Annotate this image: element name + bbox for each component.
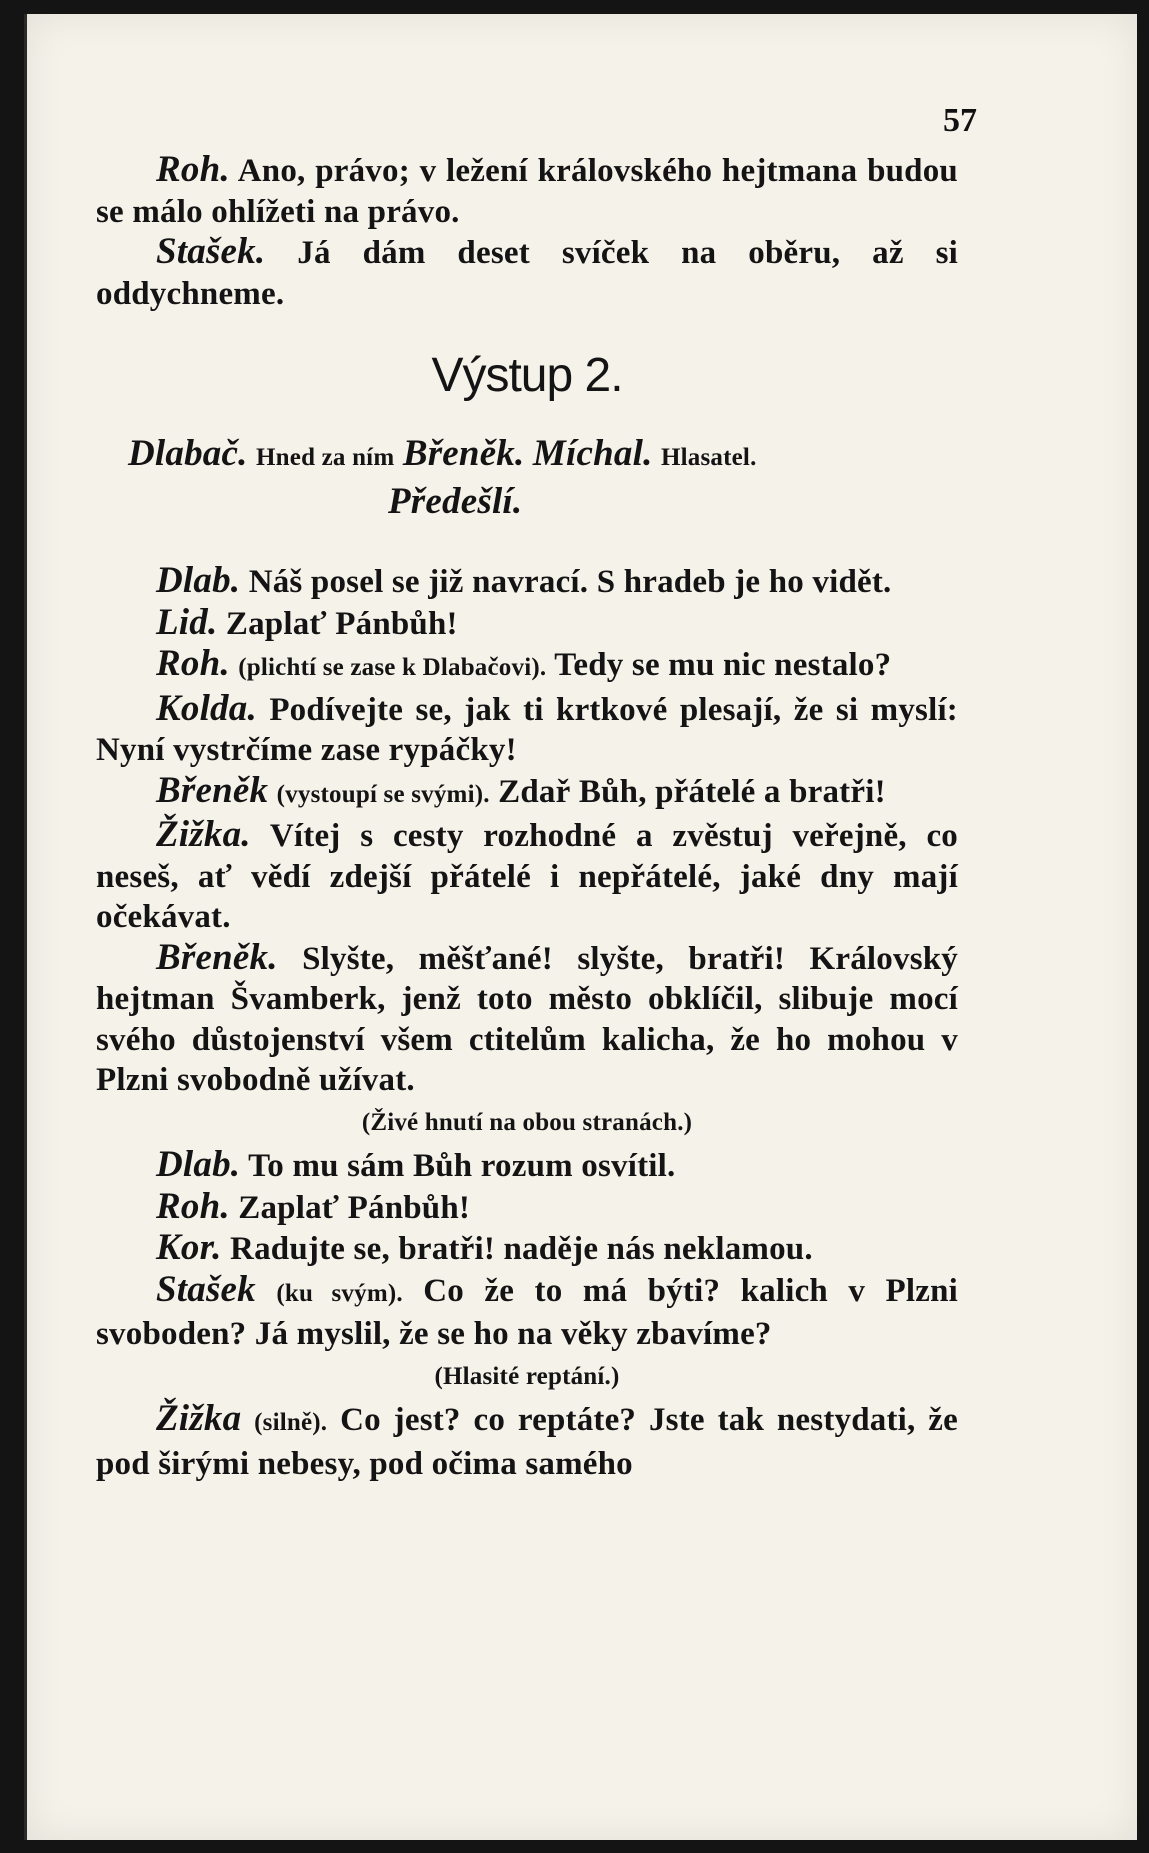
- cast-brenek: Břeněk.: [402, 433, 525, 474]
- speaker-name: Stašek: [156, 1268, 256, 1310]
- cast-list: [96, 432, 958, 480]
- speech-line: [96, 561, 958, 603]
- stage-direction-line: (Živé hnutí na obou stranách.): [361, 1108, 693, 1136]
- speech-line: [96, 1399, 958, 1484]
- speaker-name: Lid.: [156, 601, 218, 643]
- cast-dlabac: Dlabač.: [128, 433, 248, 474]
- speech-line: [96, 644, 958, 689]
- speech-line: [96, 1270, 958, 1355]
- speech-text: Náš posel se již navrací. S hradeb je ho vidět.: [248, 564, 892, 600]
- speech-text: Co jest? co reptáte? Jste tak nestydati, že pod širými nebesy, pod očima samého: [96, 1402, 958, 1482]
- speech-text: Zdař Bůh, přátelé a bratři!: [498, 773, 886, 810]
- stage-direction-line: (Hlasité reptání.): [434, 1362, 620, 1390]
- speech-text: To mu sám Bůh rozum osvítil.: [248, 1148, 676, 1184]
- speech-text: Vítej s cesty rozhodné a zvěstuj veřejně, co neseš, ať vědí zdejší přátelé i nepřátelé, jaké dny mají očekávat.: [96, 818, 959, 935]
- cast-hlasatel: Hlasatel.: [660, 444, 757, 471]
- speech-text: Zaplať Pánbůh!: [238, 1189, 471, 1226]
- speaker-name: Žižka: [156, 1398, 242, 1439]
- speech-text: Já dám deset svíček na oběru, až si oddychneme.: [96, 235, 958, 312]
- speaker-name: Dlab.: [156, 1144, 241, 1185]
- speech-stasek-1: [96, 232, 958, 314]
- speaker-name: Roh.: [156, 1185, 230, 1227]
- speaker-name: Roh.: [156, 643, 230, 684]
- speech-line: [96, 1187, 958, 1229]
- speech-line: [96, 815, 958, 938]
- cast-predesli: Předešlí.: [388, 481, 523, 522]
- speaker-name: Stašek.: [156, 231, 266, 272]
- stage-direction: (silně).: [254, 1409, 328, 1436]
- speech-roh-1: [96, 150, 958, 232]
- page-text: [96, 150, 958, 1484]
- cast-note: Hned za ním: [256, 444, 395, 471]
- speaker-name: Kolda.: [156, 687, 257, 729]
- speaker-name: Břeněk.: [156, 936, 278, 978]
- page-number: 57: [943, 102, 977, 139]
- stage-direction: (ku svým).: [276, 1279, 403, 1307]
- speaker-name: Žižka.: [156, 814, 251, 855]
- scene-title: Výstup 2.: [431, 349, 623, 402]
- speech-line: [96, 603, 958, 645]
- speech-text: Ano, právo; v ležení královského hejtmana budou se málo ohlížeti na právo.: [96, 153, 958, 230]
- speech-line: [96, 1228, 958, 1270]
- speech-line: [96, 938, 958, 1101]
- speech-text: Tedy se mu nic nestalo?: [554, 647, 892, 683]
- speech-line: [96, 1145, 958, 1187]
- speech-text: Co že to má býti? kalich v Plzni svoboden? Já myslil, že se ho na věky zbavíme?: [96, 1272, 959, 1352]
- speaker-name: Roh.: [156, 149, 230, 190]
- speech-text: Slyšte, měšťané! slyšte, bratři! Královský hejtman Švamberk, jenž toto město obklíčil, slibuje mocí svého důstojenství všem ctitelům kalicha, že ho mohou v Plzni svobodně užívat.: [96, 940, 958, 1098]
- speech-line: [96, 689, 958, 771]
- speech-text: Podívejte se, jak ti krtkové plesají, že si myslí: Nyní vystrčíme zase rypáčky!: [96, 691, 959, 768]
- stage-direction: (vystoupí se svými).: [276, 780, 490, 808]
- stage-direction: (plichtí se zase k Dlabačovi).: [238, 654, 547, 681]
- speech-text: Zaplať Pánbůh!: [225, 605, 458, 642]
- speaker-name: Kor.: [156, 1227, 222, 1268]
- speaker-name: Dlab.: [156, 560, 241, 601]
- speech-text: Radujte se, bratři! naděje nás neklamou.: [230, 1231, 813, 1267]
- cast-michal: Míchal.: [532, 433, 653, 474]
- cast-list-2: [388, 480, 958, 525]
- speaker-name: Břeněk: [156, 769, 269, 811]
- speech-line: [96, 771, 958, 816]
